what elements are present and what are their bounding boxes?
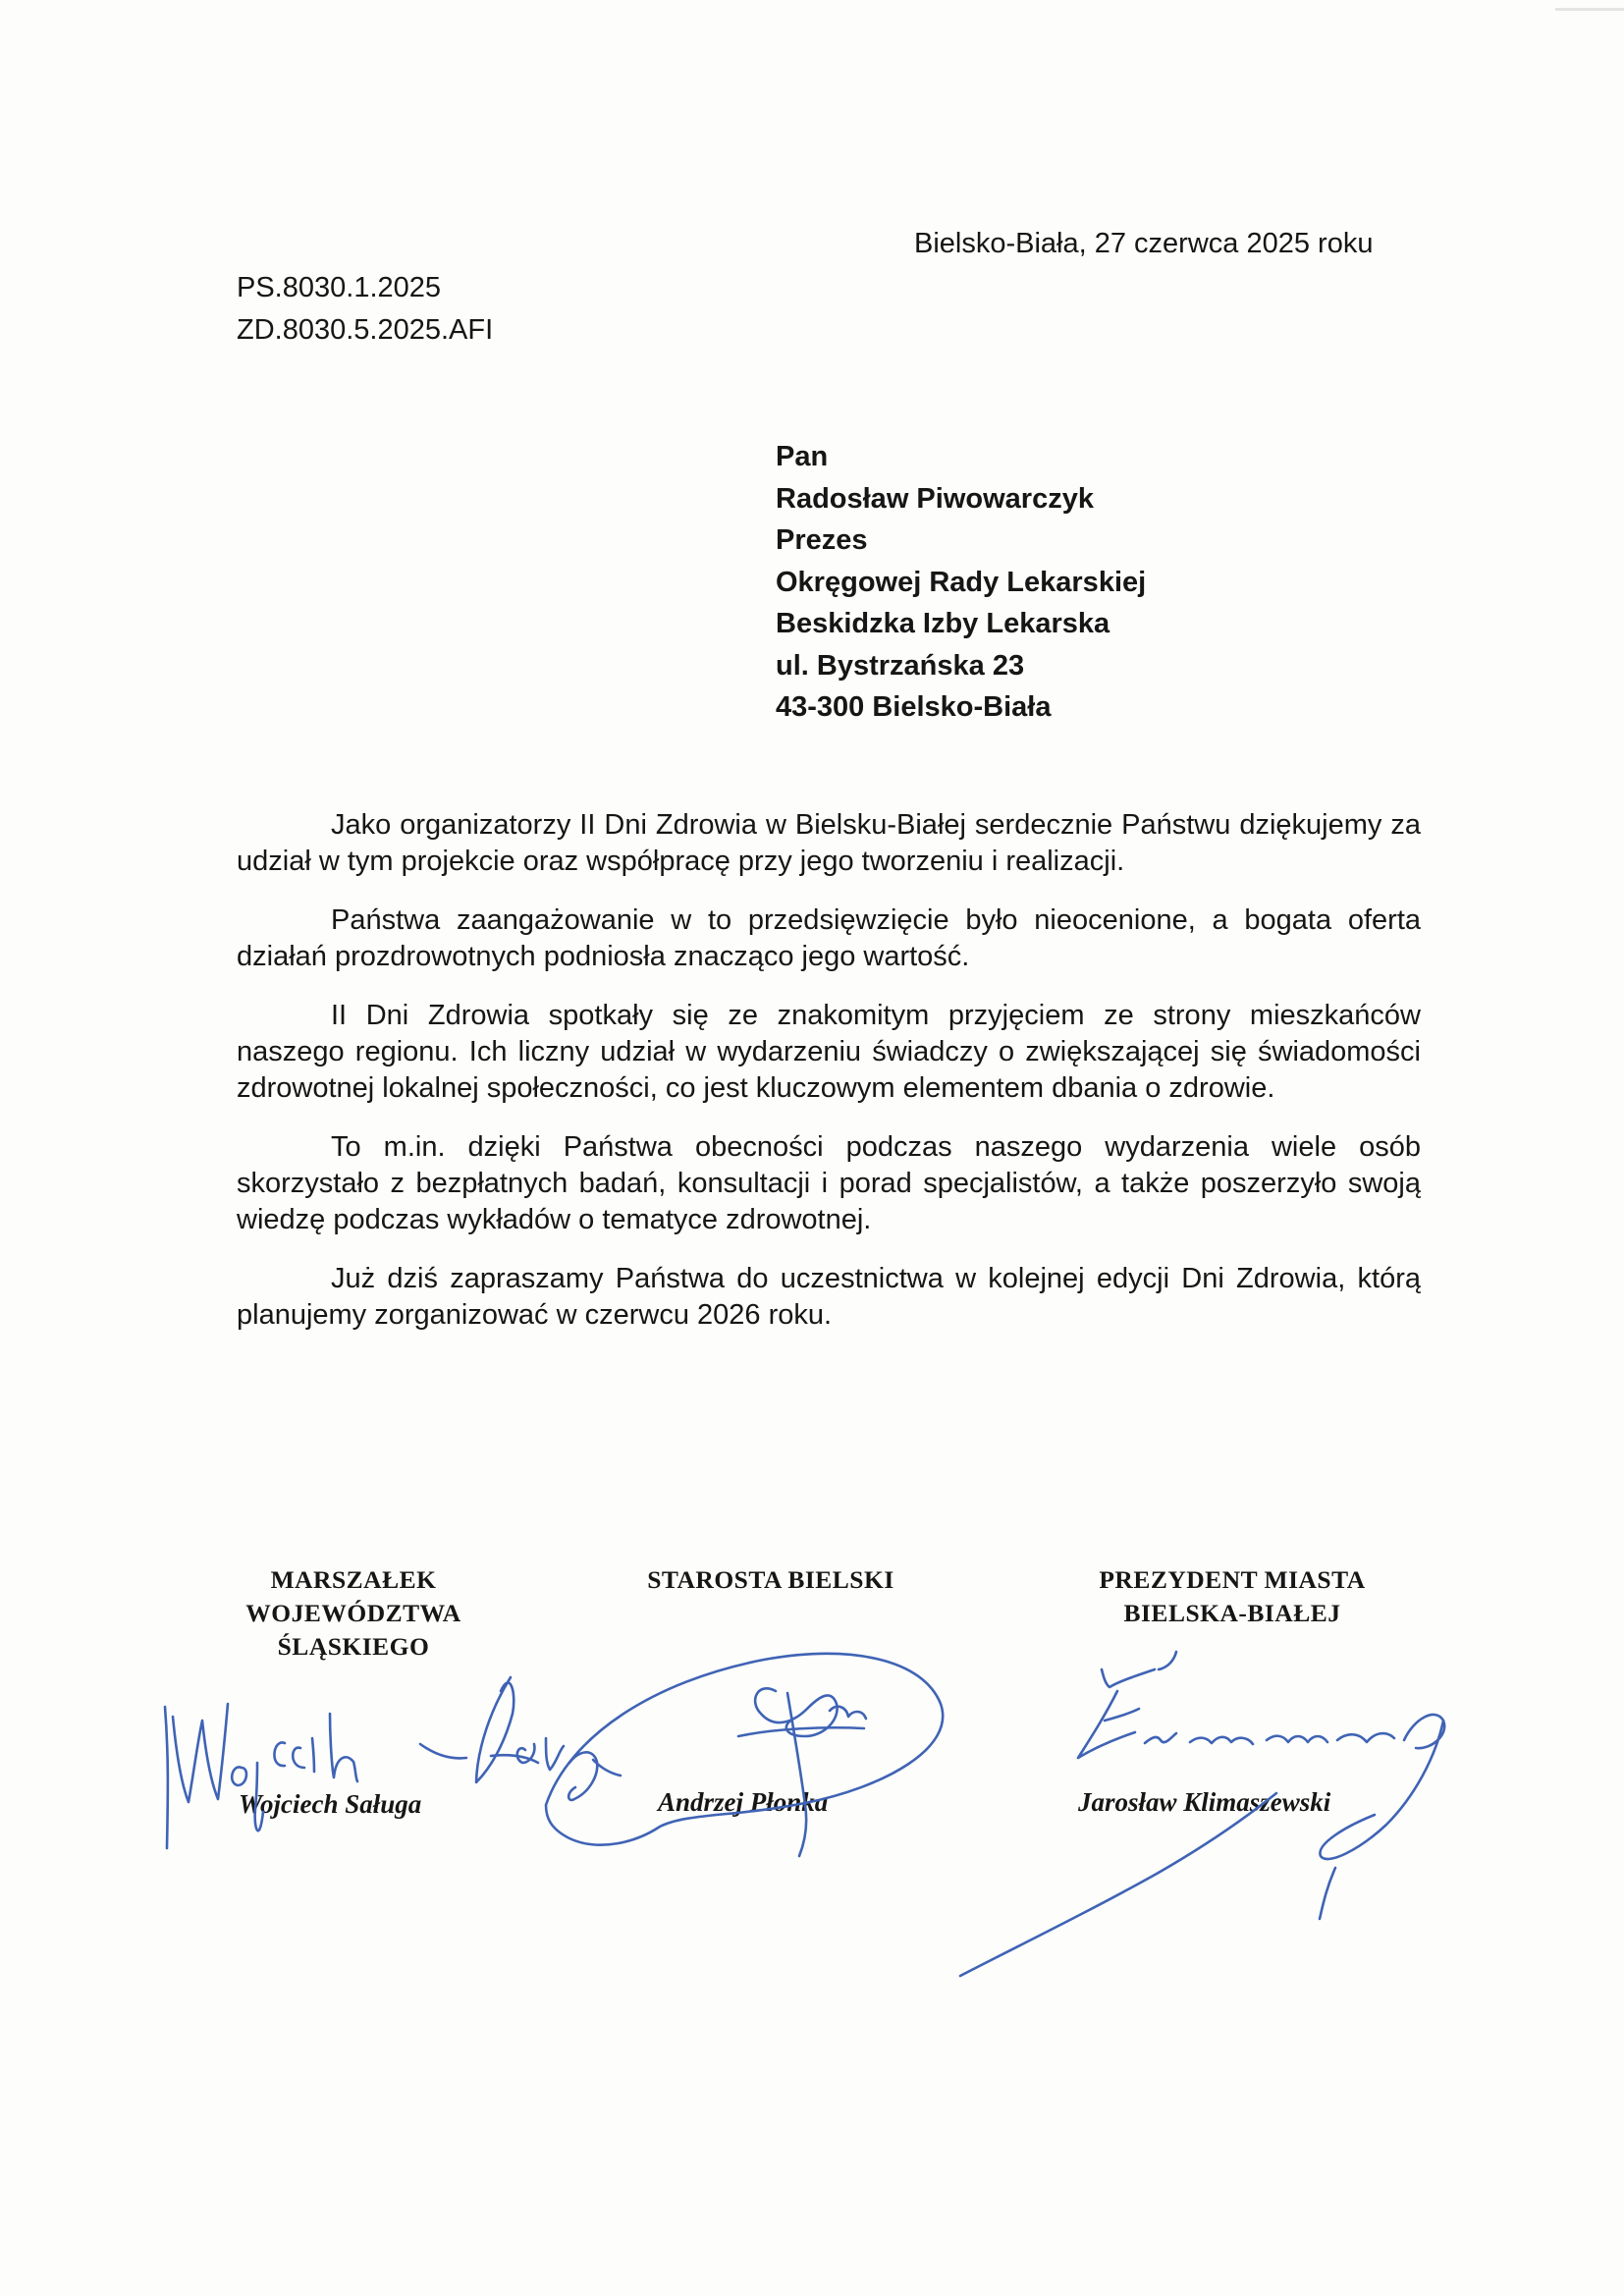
body-paragraph: Jako organizatorzy II Dni Zdrowia w Bielsku-Białej serdecznie Państwu dziękujemy za udział w tym projekcie oraz współpracę przy jego tworzeniu i realizacji.	[237, 809, 1421, 877]
signature-plonka	[546, 1654, 943, 1856]
signatory-title-president	[1070, 1563, 1394, 1630]
letter-body	[237, 807, 1421, 1356]
recipient-line: Beskidzka Izby Lekarska	[776, 608, 1110, 639]
signatory-title-line: STAROSTA BIELSKI	[647, 1565, 894, 1594]
recipient-address	[776, 436, 1146, 729]
recipient-line: Prezes	[776, 524, 868, 556]
signatory-title-starost	[609, 1563, 933, 1597]
signatory-title-line: MARSZAŁEK	[270, 1565, 437, 1594]
scan-edge-mark	[1555, 8, 1624, 11]
signatory-title-line: ŚLĄSKIEGO	[277, 1632, 430, 1661]
recipient-line: Pan	[776, 441, 829, 472]
recipient-line: Radosław Piwowarczyk	[776, 482, 1094, 515]
recipient-line: Okręgowej Rady Lekarskiej	[776, 566, 1147, 598]
signatory-name: Jarosław Klimaszewski	[1078, 1787, 1331, 1817]
signatory-title-line: BIELSKA-BIAŁEJ	[1123, 1599, 1341, 1627]
signatory-title-line: WOJEWÓDZTWA	[245, 1599, 461, 1627]
letter-date: Bielsko-Biała, 27 czerwca 2025 roku	[914, 228, 1374, 259]
body-paragraph: Już dziś zapraszamy Państwa do uczestnictwa w kolejnej edycji Dni Zdrowia, którą planujemy zorganizować w czerwcu 2026 roku.	[237, 1263, 1421, 1331]
signatory-title-marshal	[206, 1563, 501, 1664]
reference-number: ZD.8030.5.2025.AFI	[237, 314, 494, 346]
body-paragraph: To m.in. dzięki Państwa obecności podczas naszego wydarzenia wiele osób skorzystało z bezpłatnych badań, konsultacji i porad specjalistów, a także poszerzyło swoją wiedzę podczas wykładów o tematyce zdrowotnej.	[237, 1131, 1421, 1235]
signatory-title-line: PREZYDENT MIASTA	[1099, 1565, 1366, 1594]
reference-numbers	[237, 267, 493, 352]
body-paragraph: Państwa zaangażowanie w to przedsięwzięcie było nieocenione, a bogata oferta działań prozdrowotnych podniosła znacząco jego wartość.	[237, 904, 1421, 972]
signatory-name: Wojciech Saługa	[239, 1789, 422, 1819]
signatory-name: Andrzej Płonka	[658, 1787, 829, 1817]
reference-number: PS.8030.1.2025	[237, 272, 442, 303]
recipient-line: 43-300 Bielsko-Biała	[776, 691, 1052, 723]
recipient-line: ul. Bystrzańska 23	[776, 649, 1025, 682]
signature-saluga	[165, 1677, 621, 1848]
body-paragraph: II Dni Zdrowia spotkały się ze znakomitym przyjęciem ze strony mieszkańców naszego regionu. Ich liczny udział w wydarzeniu świadczy o zwiększającej się świadomości zdrowotnej lokalnej społeczności, co jest kluczowym elementem dbania o zdrowie.	[237, 1000, 1421, 1104]
